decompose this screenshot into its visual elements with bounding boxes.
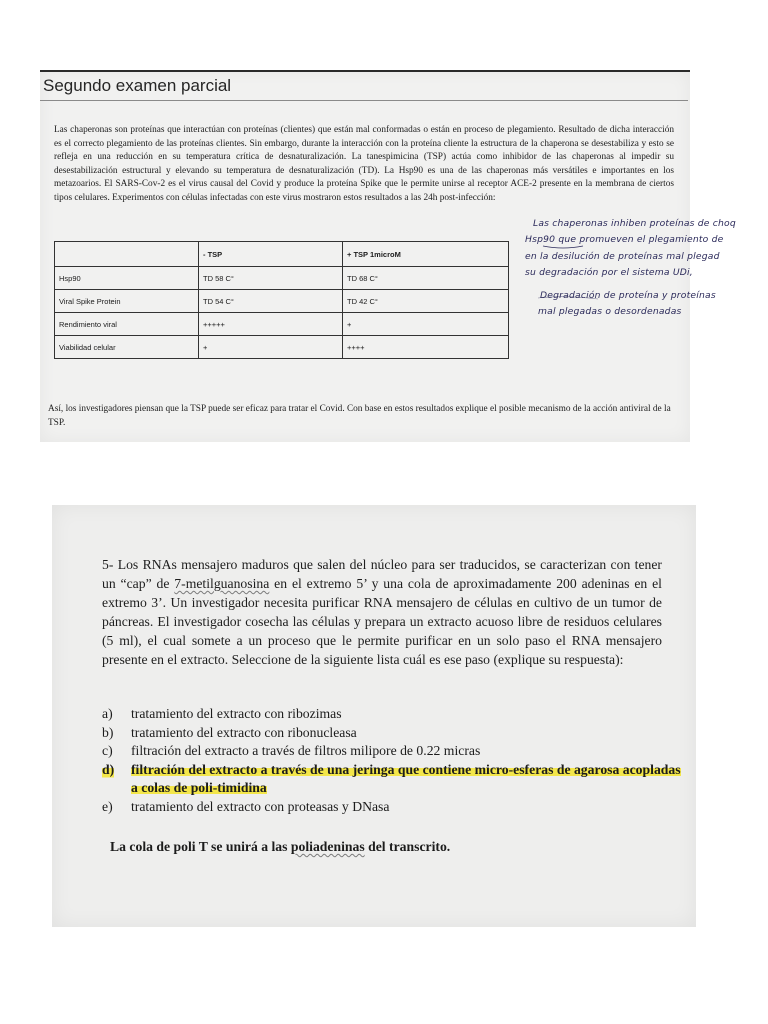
table-cell: TD 68 C° (343, 267, 509, 290)
option-text: tratamiento del extracto con proteasas y DNasa (131, 798, 390, 814)
option-text: tratamiento del extracto con ribonucleasa (131, 724, 357, 740)
table-row (55, 313, 509, 336)
handwritten-line: Degradación de proteína y proteínas (540, 290, 716, 301)
table-cell: + (199, 336, 343, 359)
table-header-cell: + TSP 1microM (343, 242, 509, 267)
question-term: 7-metilguanosina (174, 576, 270, 591)
option-a (102, 705, 682, 724)
handwritten-line: su degradación por el sistema UDi, (525, 267, 693, 278)
table-cell: +++++ (199, 313, 343, 336)
conclusion-paragraph: Así, los investigadores piensan que la TSP puede ser eficaz para tratar el Covid. Con base en estos resultados explique el posible mecanismo de la acción antiviral de la TSP. (48, 404, 671, 428)
option-letter: a) (102, 706, 113, 721)
results-table (54, 241, 509, 359)
table-cell: Hsp90 (55, 267, 199, 290)
handwritten-line: mal plegadas o desordenadas (538, 306, 682, 317)
top-rule (40, 70, 690, 72)
exam-photo-bottom (52, 505, 696, 927)
table-row (55, 267, 509, 290)
table-header-row (55, 242, 509, 267)
answer-term: poliadeninas (290, 839, 365, 854)
option-text: tratamiento del extracto con ribozimas (131, 706, 342, 721)
table-cell: Rendimiento viral (55, 313, 199, 336)
table-cell: + (343, 313, 509, 336)
option-letter: b) (102, 724, 114, 740)
title-rule (40, 100, 688, 101)
option-e (102, 798, 682, 817)
answer-options-list (102, 705, 682, 816)
question-text-part: en el extremo 5’ y una cola de aproximadamente 200 adeninas en el extremo 3’. Un investigador necesita purificar RNA mensajero de células en cultivo de un tumor de páncreas. El investigador cosecha las células y prepara un extracto acuoso libre de residuos celulares (5 ml), el cual somete a un proceso que le permite purificar en un solo paso el RNA mensajero presente en el extracto. Seleccione de la siguiente lista cuál es ese paso (explique su respuesta): (102, 576, 662, 667)
table-cell: TD 54 C° (199, 290, 343, 313)
table-cell: Viabilidad celular (55, 336, 199, 359)
option-d-highlighted (102, 761, 682, 798)
option-text: filtración del extracto a través de filtros milipore de 0.22 micras (131, 743, 481, 758)
table-header-cell (55, 242, 199, 267)
answer-text (110, 839, 670, 855)
exam-photo-top (40, 70, 736, 442)
handwritten-line: en la desilución de proteínas mal plegad (525, 251, 720, 262)
handwritten-notes (483, 218, 736, 340)
table-row (55, 336, 509, 359)
table-cell: TD 42 C° (343, 290, 509, 313)
option-letter: c) (102, 743, 113, 758)
option-b (102, 724, 682, 743)
table-row (55, 290, 509, 313)
answer-part: La cola de poli T se unirá a las (110, 839, 291, 854)
option-letter: e) (102, 798, 113, 814)
handwritten-line: Hsp90 que promueven el plegamiento de (525, 234, 724, 245)
option-c (102, 742, 682, 761)
question-text-part: 5- Los RNAs mensajero maduros que salen del núcleo para ser traducidos, se caracterizan con tener un “cap” de (102, 557, 662, 591)
table-cell: TD 58 C° (199, 267, 343, 290)
question-5-text (102, 555, 662, 669)
option-letter: d) (102, 761, 114, 780)
table-cell: ++++ (343, 336, 509, 359)
handwritten-line: Las chaperonas inhiben proteínas de choq (533, 218, 736, 229)
answer-part: del transcrito. (364, 839, 451, 854)
exam-title: Segundo examen parcial (43, 76, 232, 95)
option-text: filtración del extracto a través de una jeringa que contiene micro-esferas de agarosa acopladas a colas de poli-timidina (131, 761, 681, 795)
table-cell: Viral Spike Protein (55, 290, 199, 313)
table-header-cell: - TSP (199, 242, 343, 267)
intro-paragraph: Las chaperonas son proteínas que interactúan con proteínas (clientes) que están mal conformadas o están en proceso de plegamiento. Resultado de dicha interacción es el correcto plegamiento de las proteínas clientes. Sin embargo, durante la interacción con la proteína cliente la estructura de la chaperona se desestabiliza y esto se refleja en una reducción en su temperatura crítica de desnaturalización. La tanespimicina (TSP) actúa como inhibidor de las chaperonas al impedir su desestabilización estructural y elevando su temperatura de desnaturalización (TD). La Hsp90 es una de las chaperonas más versátiles e importantes en los metazoarios. El SARS-Cov-2 es el virus causal del Covid y produce la proteína Spike que le permite unirse al receptor ACE-2 presente en la membrana de ciertos tipos celulares. Experimentos con células infectadas con este virus mostraron estos resultados a las 24h post-infección: (54, 125, 674, 203)
